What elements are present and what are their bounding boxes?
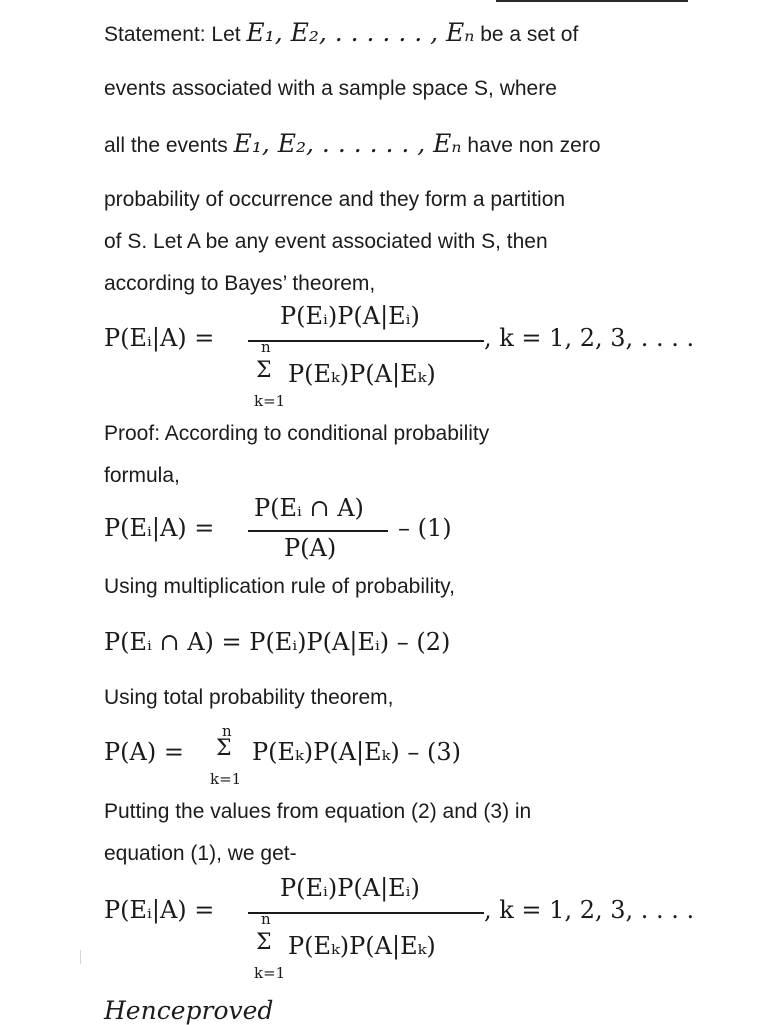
proof-line-2: formula, — [104, 464, 180, 487]
eq1-lhs: P(Eᵢ|A) = — [104, 514, 215, 542]
total-probability-text: Using total probability theorem, — [104, 686, 394, 709]
putting-line-1: Putting the values from equation (2) and (3) in — [104, 800, 532, 823]
final-suffix: , k = 1, 2, 3, . . . . — [484, 896, 695, 924]
bayes-fraction-bar — [248, 340, 484, 342]
statement-line-2: events associated with a sample space S, where — [104, 77, 557, 100]
eq3-lhs: P(A) = — [104, 738, 184, 766]
equation-1 — [104, 494, 524, 566]
final-denominator-term: P(Eₖ)P(A|Eₖ) — [288, 932, 436, 960]
proof-line-1: Proof: According to conditional probability — [104, 422, 490, 445]
bayes-upper-limit: n — [261, 338, 271, 356]
bayes-numerator: P(Eᵢ)P(A|Eᵢ) — [280, 302, 420, 330]
final-sigma: Σ — [256, 930, 272, 955]
eq1-tag: – (1) — [398, 514, 452, 542]
bayes-suffix: , k = 1, 2, 3, . . . . — [484, 324, 695, 352]
events-sequence-repeat: E₁, E₂, . . . . . . , Eₙ — [233, 129, 462, 158]
final-lower-limit: k=1 — [254, 964, 286, 982]
statement-line-3-tail: have non zero — [461, 134, 601, 157]
margin-mark — [80, 950, 81, 964]
final-lhs: P(Eᵢ|A) = — [104, 896, 215, 924]
multiplication-rule-text: Using multiplication rule of probability, — [104, 575, 455, 598]
bayes-denominator-term: P(Eₖ)P(A|Eₖ) — [288, 360, 436, 388]
putting-line-2: equation (1), we get- — [104, 842, 297, 865]
bayes-sigma: Σ — [256, 358, 272, 383]
statement-line-4: probability of occurrence and they form a partition — [104, 188, 566, 211]
statement-line-3-lead: all the events — [104, 134, 234, 157]
top-border-line — [496, 0, 688, 2]
events-sequence: E₁, E₂, . . . . . . , Eₙ — [246, 18, 475, 47]
statement-line-5: of S. Let A be any event associated with S, then — [104, 230, 548, 253]
final-upper-limit: n — [261, 910, 271, 928]
equation-3 — [104, 722, 584, 790]
eq1-fraction-bar — [248, 530, 388, 532]
final-fraction-bar — [248, 912, 484, 914]
eq3-lower-limit: k=1 — [210, 770, 242, 788]
statement-line-3 — [104, 131, 601, 159]
eq1-denominator: P(A) — [284, 534, 337, 562]
statement-line-6: according to Bayes’ theorem, — [104, 272, 376, 295]
statement-line-1-tail: be a set of — [474, 23, 579, 46]
bayes-lhs: P(Eᵢ|A) = — [104, 324, 215, 352]
bayes-formula — [104, 300, 704, 415]
eq1-numerator: P(Eᵢ ∩ A) — [254, 494, 364, 522]
final-bayes-formula — [104, 872, 704, 987]
eq3-term: P(Eₖ)P(A|Eₖ) – (3) — [252, 738, 461, 766]
equation-2: P(Eᵢ ∩ A) = P(Eᵢ)P(A|Eᵢ) – (2) — [104, 628, 451, 656]
hence-proved-text: Henceproved — [104, 996, 274, 1025]
statement-label: Statement: Let — [104, 23, 247, 46]
bayes-lower-limit: k=1 — [254, 392, 286, 410]
final-numerator: P(Eᵢ)P(A|Eᵢ) — [280, 874, 420, 902]
statement-line-1 — [104, 20, 578, 48]
eq3-upper-limit: n — [222, 722, 232, 740]
eq3-sigma: Σ — [216, 736, 232, 761]
